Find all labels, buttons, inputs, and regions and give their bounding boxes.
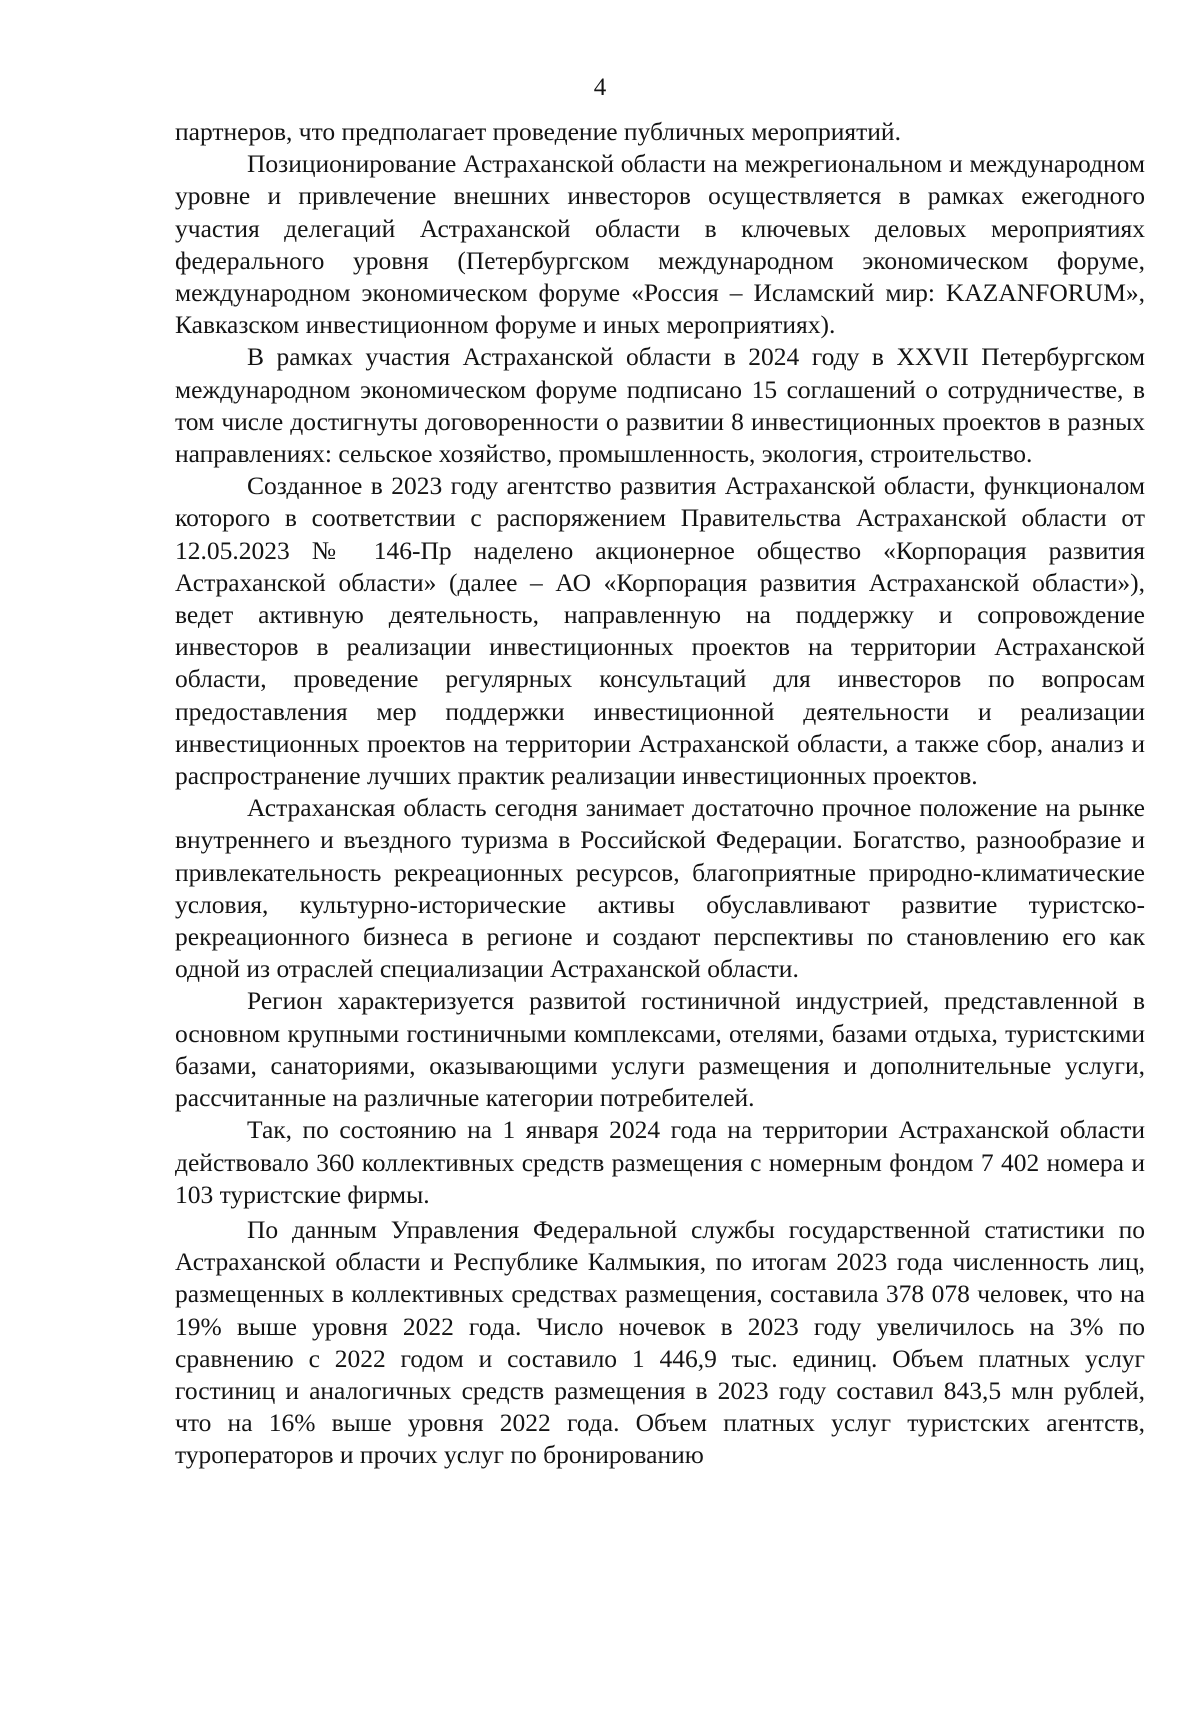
paragraph-hotel-industry: Регион характеризуется развитой гостиничной индустрией, представленной в основном крупными гостиничными комплексами, отелями, базами отдыха, туристскими базами, санаториями, оказывающими услуги размещения и дополнительные услуги, рассчитанные на различные категории потребителей. xyxy=(175,986,1145,1113)
paragraph-tourism-market: Астраханская область сегодня занимает достаточно прочное положение на рынке внутреннего и въездного туризма в Российской Федерации. Богатство, разнообразие и привлекательность рекреационных ресурсов, благоприятные природно-климатические условия, культурно-исторические активы обуславливают развитие туристско-рекреационного бизнеса в регионе и создают перспективы по становлению его как одной из отраслей специализации Астраханской области. xyxy=(175,793,1145,984)
paragraph-continuation: партнеров, что предполагает проведение публичных мероприятий. xyxy=(175,117,901,146)
paragraph-statistics: По данным Управления Федеральной службы государственной статистики по Астраханской области и Республике Калмыкия, по итогам 2023 года численность лиц, размещенных в коллективных средствах размещения, составила 378 078 человек, что на 19% выше уровня 2022 года. Число ночевок в 2023 году увеличилось на 3% по сравнению с 2022 годом и составило 1 446,9 тыс. единиц. Объем платных услуг гостиниц и аналогичных средств размещения в 2023 году составил 843,5 млн рублей, что на 16% выше уровня 2022 года. Объем платных услуг туристских агентств, туроператоров и прочих услуг по бронированию xyxy=(175,1214,1145,1470)
paragraph-accommodation-count: Так, по состоянию на 1 января 2024 года на территории Астраханской области действовало 360 коллективных средств размещения с номерным фондом 7 402 номера и 103 туристские фирмы. xyxy=(175,1115,1145,1209)
document-body xyxy=(175,116,1145,1472)
paragraph-positioning: Позиционирование Астраханской области на межрегиональном и международном уровне и привлечение внешних инвесторов осуществляется в рамках ежегодного участия делегаций Астраханской области в ключевых деловых мероприятиях федерального уровня (Петербургском международном экономическом форуме, международном экономическом форуме «Россия – Исламский мир: KAZANFORUM», Кавказском инвестиционном форуме и иных мероприятиях). xyxy=(175,149,1145,340)
paragraph-spief-participation: В рамках участия Астраханской области в 2024 году в XXVII Петербургском международном экономическом форуме подписано 15 соглашений о сотрудничестве, в том числе достигнуты договоренности о развитии 8 инвестиционных проектов в разных направлениях: сельское хозяйство, промышленность, экология, строительство. xyxy=(175,342,1145,469)
page-number: 4 xyxy=(593,74,607,101)
paragraph-development-agency: Созданное в 2023 году агентство развития Астраханской области, функционалом которого в соответствии с распоряжением Правительства Астраханской области от 12.05.2023 № 146-Пр наделено акционерное общество «Корпорация развития Астраханской области» (далее – АО «Корпорация развития Астраханской области»), ведет активную деятельность, направленную на поддержку и сопровождение инвесторов в реализации инвестиционных проектов на территории Астраханской области, проведение регулярных консультаций для инвесторов по вопросам предоставления мер поддержки инвестиционной деятельности и реализации инвестиционных проектов на территории Астраханской области, а также сбор, анализ и распространение лучших практик реализации инвестиционных проектов. xyxy=(175,471,1145,791)
